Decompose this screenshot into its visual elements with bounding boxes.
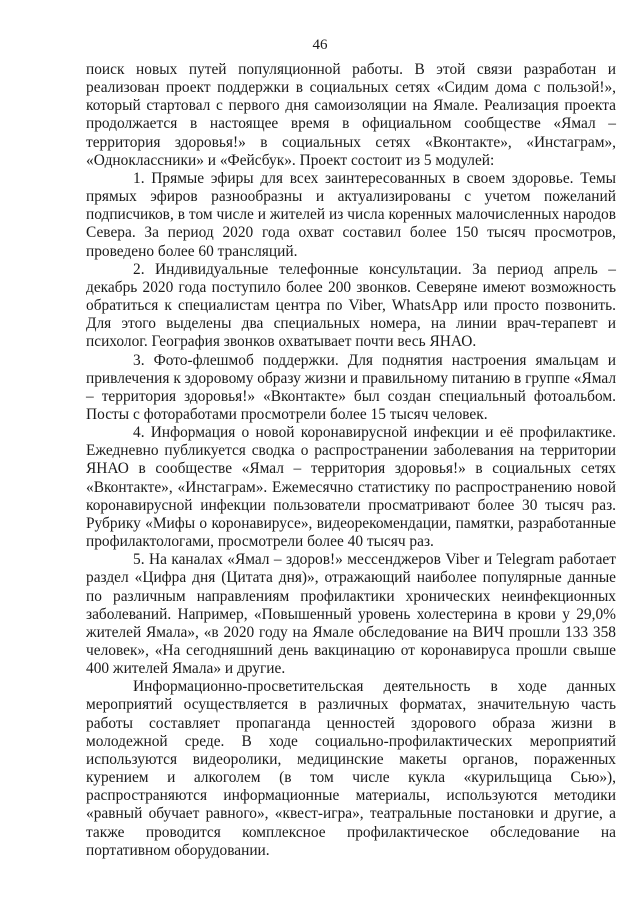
page-number: 46 <box>312 37 328 53</box>
paragraph-module-5: 5. На каналах «Ямал – здоров!» мессенджеров Viber и Telegram работает раздел «Цифра дня (Цитата дня)», отражающий наиболее популярные данные по различным направлениям профилактики хронических неинфекционных заболеваний. Например, «Повышенный уровень холестерина в крови у 29,0% жителей Ямала», «в 2020 году на Ямале обследование на ВИЧ прошли 133 358 человек», «На сегодняшний день вакцинацию от коронавируса прошли свыше 400 жителей Ямала» и другие. <box>86 551 616 678</box>
paragraph-module-4: 4. Информация о новой коронавирусной инфекции и её профилактике. Ежедневно публикуется сводка о распространении заболевания на территории ЯНАО в сообществе «Ямал – территория здоровья!» в социальных сетях «Вконтакте», «Инстаграм». Ежемесячно статистику по распространению новой коронавирусной инфекции пользователи просматривают более 30 тысяч раз. Рубрику «Мифы о коронавирусе», видеорекомендации, памятки, разработанные профилактологами, просмотрели более 40 тысяч раз. <box>86 424 616 551</box>
paragraph-intro: поиск новых путей популяционной работы. В этой связи разработан и реализован проект поддержки в социальных сетях «Сидим дома с пользой!», который стартовал с первого дня самоизоляции на Ямале. Реализация проекта продолжается в настоящее время в официальном сообществе «Ямал – территория здоровья!» в социальных сетях «Вконтакте», «Инстаграм», «Одноклассники» и «Фейсбук». Проект состоит из 5 модулей: <box>86 61 616 169</box>
document-body <box>86 61 616 860</box>
paragraph-module-2: 2. Индивидуальные телефонные консультации. За период апрель – декабрь 2020 года поступило более 200 звонков. Северяне имеют возможность обратиться к специалистам центра по Viber, WhatsApp или просто позвонить. Для этого выделены два специальных номера, на линии врач-терапевт и психолог. География звонков охватывает почти весь ЯНАО. <box>86 260 616 351</box>
paragraph-summary: Информационно-просветительская деятельность в ходе данных мероприятий осуществляется в различных форматах, значительную часть работы составляет пропаганда ценностей здорового образа жизни в молодежной среде. В ходе социально-профилактических мероприятий используются видеоролики, медицинские макеты органов, пораженных курением и алкоголем (в том числе кукла «курильщица Сью»), распространяются информационные материалы, используются методики «равный обучает равного», «квест-игра», театральные постановки и другие, а также проводится комплексное профилактическое обследование на портативном оборудовании. <box>86 678 616 859</box>
paragraph-module-3: 3. Фото-флешмоб поддержки. Для поднятия настроения ямальцам и привлечения к здоровому образу жизни и правильному питанию в группе «Ямал – территория здоровья!» «Вконтакте» был создан специальный фотоальбом. Посты с фотоработами просмотрели более 15 тысяч человек. <box>86 351 616 423</box>
paragraph-module-1: 1. Прямые эфиры для всех заинтересованных в своем здоровье. Темы прямых эфиров разнообразны и актуализированы с учетом пожеланий подписчиков, в том числе и жителей из числа коренных малочисленных народов Севера. За период 2020 года охват составил более 150 тысяч просмотров, проведено более 60 трансляций. <box>86 169 616 260</box>
